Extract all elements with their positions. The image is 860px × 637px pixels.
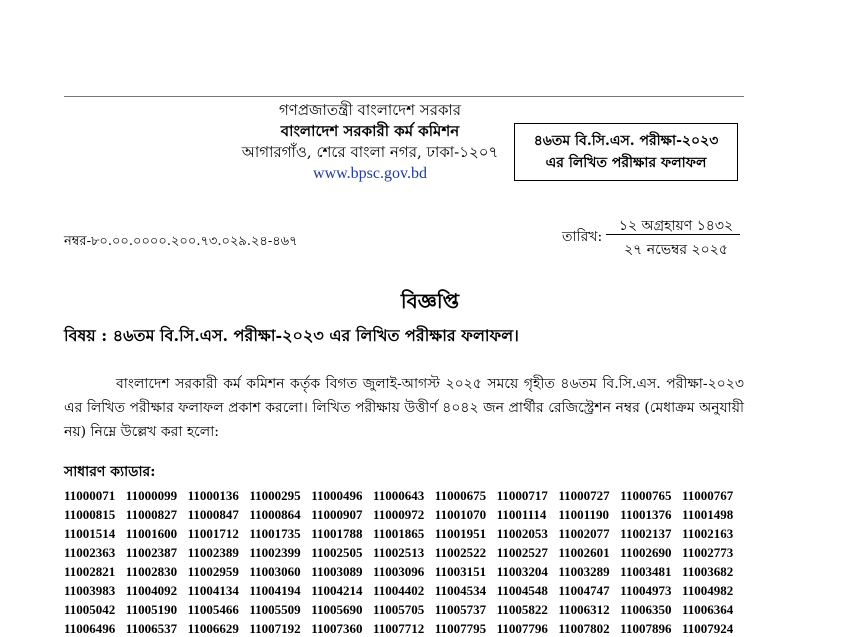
registration-number: 11002077 bbox=[558, 526, 610, 541]
registration-number: 11000815 bbox=[64, 507, 116, 522]
registration-number: 11000765 bbox=[620, 488, 672, 503]
registration-number: 11000675 bbox=[434, 488, 487, 503]
registration-row bbox=[64, 542, 764, 561]
registration-number: 11006629 bbox=[187, 621, 239, 636]
registration-number: 11002821 bbox=[64, 564, 116, 579]
registration-number: 11000767 bbox=[681, 488, 734, 503]
registration-number: 11001376 bbox=[620, 507, 672, 522]
registration-number: 11001951 bbox=[434, 526, 487, 541]
registration-number-list bbox=[64, 485, 764, 637]
notice-body-text: বাংলাদেশ সরকারী কর্ম কমিশন কর্তৃক বিগত জুলাই-আগস্ট ২০২৫ সময়ে গৃহীত ৪৬তম বি.সি.এস. পরীক্ষা-২০২৩ এর লিখিত পরীক্ষার ফলাফল প্রকাশ করলো। লিখিত পরীক্ষায় উত্তীর্ণ ৪০৪২ জন প্রার্থীর রেজিস্ট্রেশন নম্বর (মেধাক্রম অনুযায়ী নয়) নিম্নে উল্লেখ করা হলো: bbox=[64, 376, 744, 440]
registration-number: 11007795 bbox=[434, 621, 487, 636]
registration-number: 11004982 bbox=[681, 583, 734, 598]
registration-number: 11001865 bbox=[372, 526, 425, 541]
registration-number: 11007924 bbox=[681, 621, 734, 636]
registration-number: 11002163 bbox=[681, 526, 734, 541]
registration-number: 11002830 bbox=[125, 564, 178, 579]
registration-number: 11005690 bbox=[311, 602, 363, 617]
registration-number: 11002773 bbox=[681, 545, 734, 560]
registration-number: 11002399 bbox=[249, 545, 301, 560]
registration-row bbox=[64, 485, 764, 504]
registration-number: 11001070 bbox=[434, 507, 487, 522]
registration-number: 11002137 bbox=[620, 526, 672, 541]
registration-number: 11005822 bbox=[496, 602, 548, 617]
registration-row bbox=[64, 599, 764, 618]
registration-number: 11001712 bbox=[187, 526, 239, 541]
registration-row bbox=[64, 618, 764, 637]
registration-number: 11007802 bbox=[558, 621, 610, 636]
registration-number: 11005042 bbox=[64, 602, 116, 617]
registration-number: 11007712 bbox=[372, 621, 425, 636]
registration-number: 11007796 bbox=[496, 621, 548, 636]
registration-number: 11004402 bbox=[372, 583, 425, 598]
registration-row bbox=[64, 561, 764, 580]
registration-number: 11002513 bbox=[372, 545, 425, 560]
registration-number: 11006537 bbox=[125, 621, 178, 636]
registration-number: 11002363 bbox=[64, 545, 116, 560]
registration-number: 11005509 bbox=[249, 602, 301, 617]
registration-number: 11003682 bbox=[681, 564, 734, 579]
website-link[interactable]: www.bpsc.gov.bd bbox=[313, 165, 427, 182]
registration-number: 11005705 bbox=[372, 602, 425, 617]
registration-number: 11007360 bbox=[311, 621, 363, 636]
registration-number: 11004973 bbox=[620, 583, 672, 598]
cadre-heading: সাধারণ ক্যাডার: bbox=[64, 464, 156, 480]
registration-number: 11003481 bbox=[620, 564, 672, 579]
registration-number: 11001190 bbox=[558, 507, 609, 522]
registration-number: 11003089 bbox=[311, 564, 363, 579]
registration-number: 11006364 bbox=[681, 602, 734, 617]
result-title-box bbox=[514, 123, 738, 181]
registration-number: 11006496 bbox=[64, 621, 116, 636]
registration-number: 11000827 bbox=[125, 507, 178, 522]
registration-number: 11000907 bbox=[311, 507, 363, 522]
registration-number: 11000864 bbox=[249, 507, 301, 522]
subject-line: বিষয় : ৪৬তম বি.সি.এস. পরীক্ষা-২০২৩ এর লিখিত পরীক্ষার ফলাফল। bbox=[64, 326, 519, 345]
registration-row bbox=[64, 580, 764, 599]
registration-number: 11003151 bbox=[434, 564, 487, 579]
registration-number: 11003204 bbox=[496, 564, 548, 579]
registration-number: 11000496 bbox=[311, 488, 363, 503]
registration-number: 11000643 bbox=[372, 488, 425, 503]
registration-number: 11004134 bbox=[187, 583, 239, 598]
registration-number: 11001114 bbox=[496, 507, 547, 522]
registration-number: 11002522 bbox=[434, 545, 487, 560]
registration-number: 11000972 bbox=[372, 507, 425, 522]
registration-number: 11005737 bbox=[434, 602, 487, 617]
registration-number: 11000136 bbox=[187, 488, 239, 503]
reference-number: নম্বর-৮০.০০.০০০০.২০০.৭৩.০২৯.২৪-৪৬৭ bbox=[64, 234, 298, 249]
registration-number: 11001514 bbox=[64, 526, 116, 541]
registration-number: 11002959 bbox=[187, 564, 239, 579]
registration-number: 11004214 bbox=[311, 583, 363, 598]
registration-number: 11006350 bbox=[620, 602, 672, 617]
registration-number: 11003983 bbox=[64, 583, 116, 598]
registration-number: 11002387 bbox=[125, 545, 178, 560]
letterhead bbox=[220, 100, 520, 184]
registration-number: 11001600 bbox=[125, 526, 178, 541]
registration-number: 11004194 bbox=[249, 583, 301, 598]
registration-number: 11000295 bbox=[249, 488, 301, 503]
registration-number: 11003289 bbox=[558, 564, 610, 579]
registration-number: 11004747 bbox=[558, 583, 610, 598]
registration-number: 11003060 bbox=[249, 564, 301, 579]
registration-number: 11000717 bbox=[496, 488, 548, 503]
registration-row bbox=[64, 523, 764, 542]
result-title-line2: এর লিখিত পরীক্ষার ফলাফল bbox=[545, 155, 707, 171]
registration-row bbox=[64, 504, 764, 523]
registration-number: 11004092 bbox=[125, 583, 178, 598]
date-label: তারিখ: bbox=[562, 229, 603, 245]
date-divider bbox=[606, 234, 740, 235]
registration-number: 11002690 bbox=[620, 545, 672, 560]
registration-number: 11000847 bbox=[187, 507, 239, 522]
registration-number: 11002505 bbox=[311, 545, 363, 560]
date-bangla: ১২ অগ্রহায়ণ ১৪৩২ bbox=[618, 218, 734, 234]
registration-number: 11007192 bbox=[249, 621, 301, 636]
registration-number: 11007896 bbox=[620, 621, 672, 636]
registration-number: 11000099 bbox=[125, 488, 178, 503]
government-name: গণপ্রজাতন্ত্রী বাংলাদেশ সরকার bbox=[278, 101, 462, 119]
registration-number: 11001735 bbox=[249, 526, 301, 541]
notice-title: বিজ্ঞপ্তি bbox=[400, 289, 460, 313]
registration-number: 11000071 bbox=[64, 488, 116, 503]
header-rule bbox=[64, 96, 744, 97]
result-title-line1: ৪৬তম বি.সি.এস. পরীক্ষা-২০২৩ bbox=[533, 133, 719, 149]
registration-number: 11006312 bbox=[558, 602, 610, 617]
notice-body bbox=[64, 372, 744, 444]
commission-name: বাংলাদেশ সরকারী কর্ম কমিশন bbox=[280, 122, 460, 140]
registration-number: 11001498 bbox=[681, 507, 734, 522]
registration-number: 11005466 bbox=[187, 602, 239, 617]
registration-number: 11005190 bbox=[125, 602, 178, 617]
registration-number: 11002053 bbox=[496, 526, 548, 541]
registration-number: 11000727 bbox=[558, 488, 610, 503]
commission-address: আগারগাঁও, শেরে বাংলা নগর, ঢাকা-১২০৭ bbox=[241, 143, 499, 161]
registration-number: 11003096 bbox=[372, 564, 425, 579]
registration-number: 11004534 bbox=[434, 583, 487, 598]
date-english: ২৭ নভেম্বর ২০২৫ bbox=[624, 242, 728, 258]
registration-number: 11002601 bbox=[558, 545, 610, 560]
registration-number: 11004548 bbox=[496, 583, 548, 598]
registration-number: 11002389 bbox=[187, 545, 239, 560]
registration-number: 11002527 bbox=[496, 545, 548, 560]
registration-number: 11001788 bbox=[311, 526, 363, 541]
